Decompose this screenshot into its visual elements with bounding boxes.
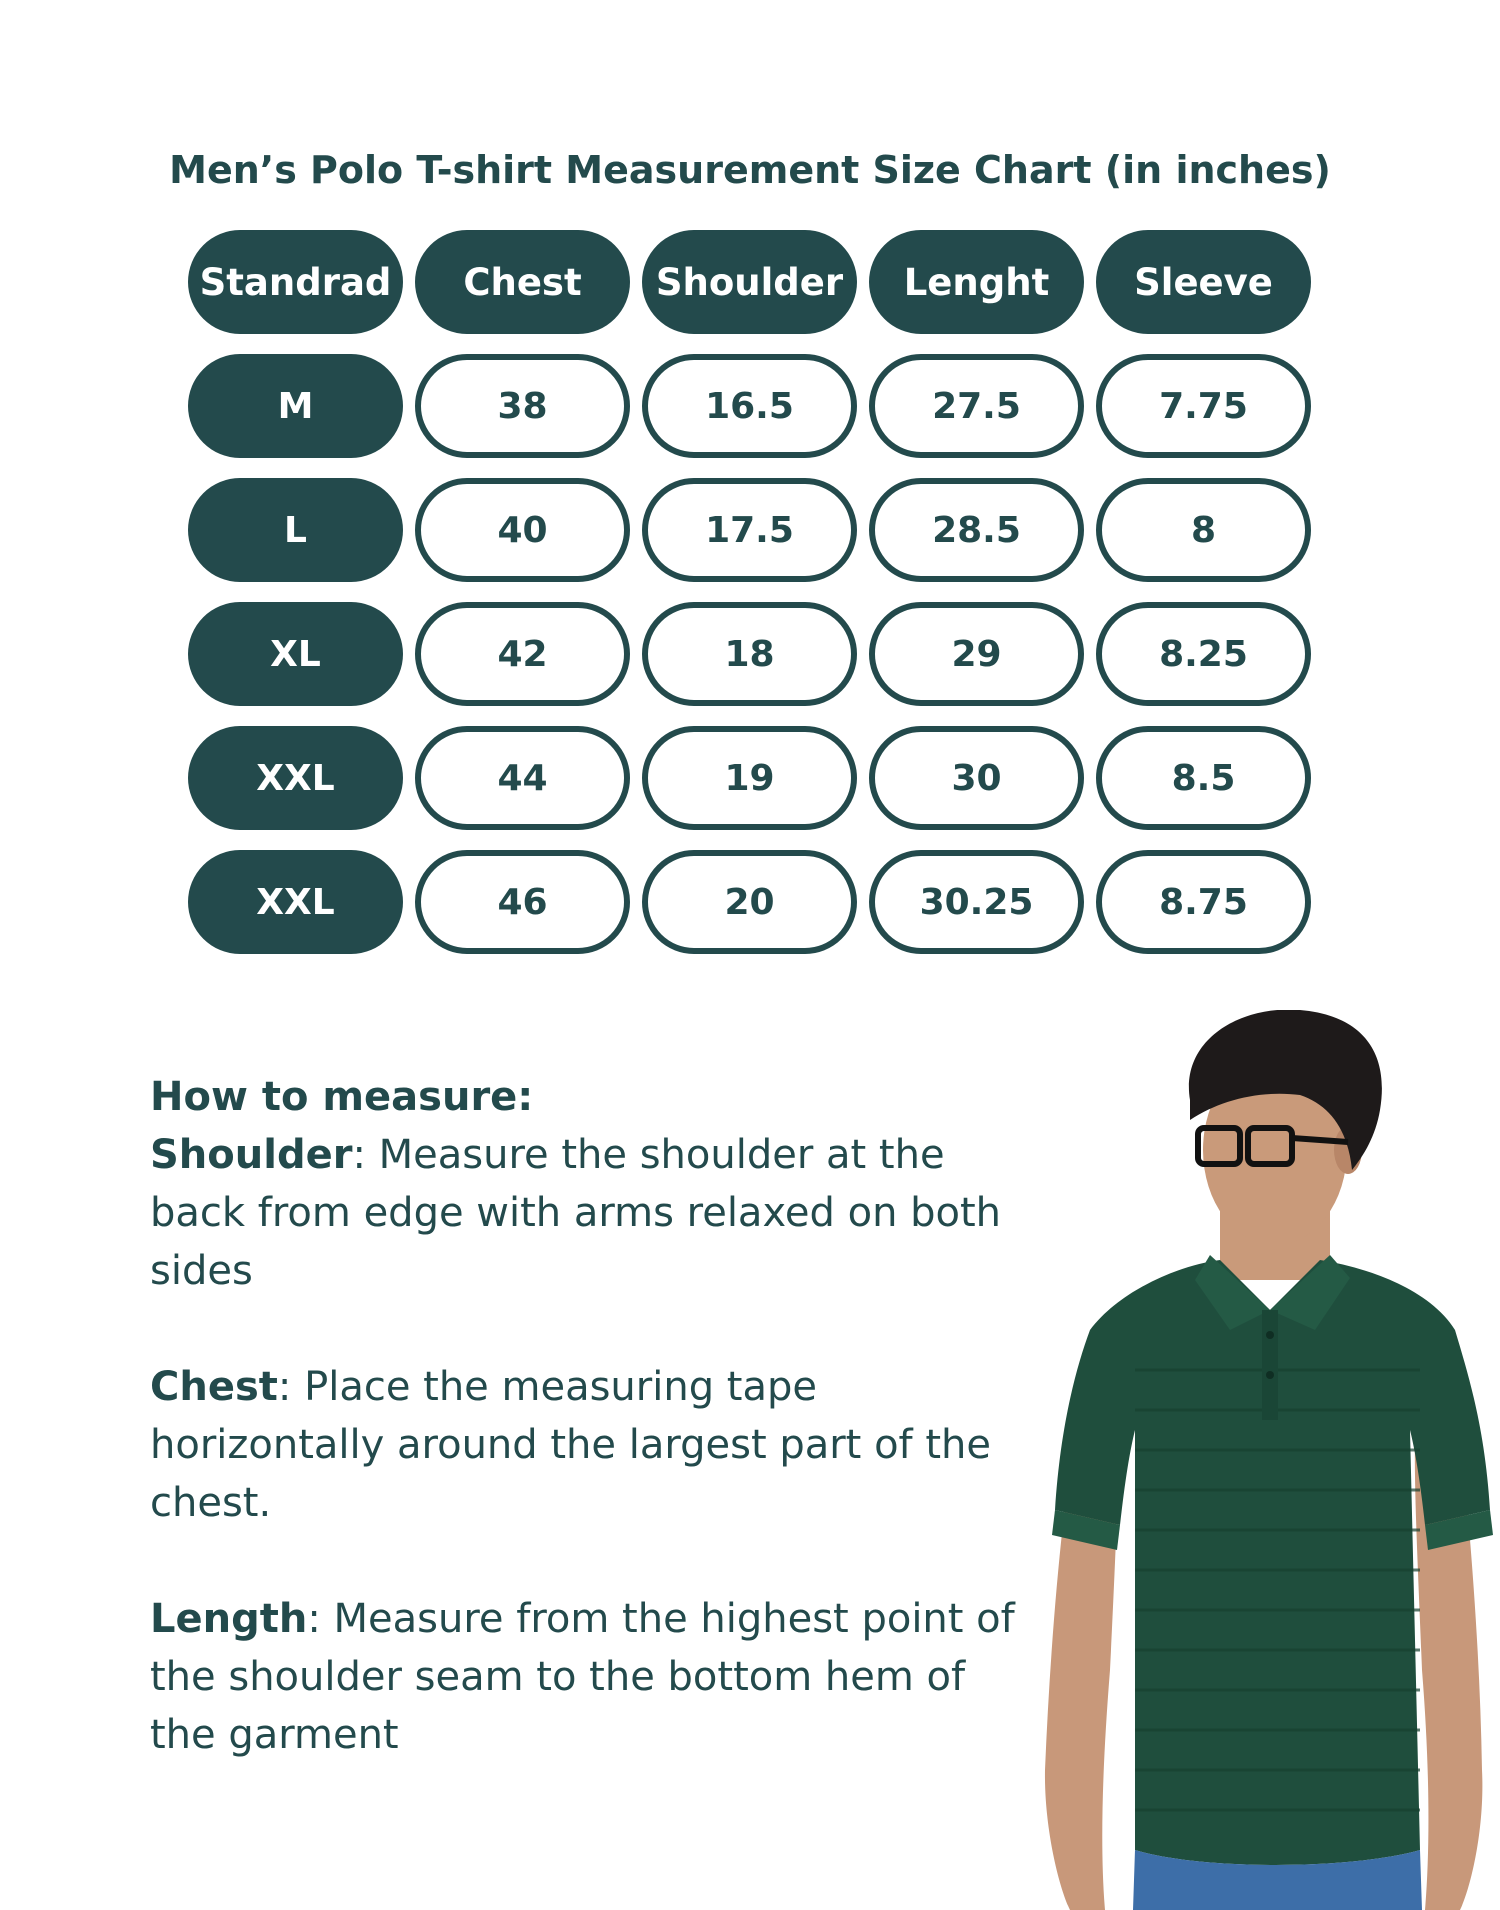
instruction-shoulder: [150, 1126, 1020, 1300]
column-header-shoulder: Shoulder: [642, 230, 857, 334]
sleeve-value: 8.5: [1096, 726, 1311, 830]
size-label: XXL: [188, 850, 403, 954]
size-label: L: [188, 478, 403, 582]
chest-value: 38: [415, 354, 630, 458]
instruction-text: : Place the measuring tape horizontally around the largest part of the chest.: [150, 1364, 991, 1526]
length-value: 30.25: [869, 850, 1084, 954]
column-header-length: Lenght: [869, 230, 1084, 334]
sleeve-value: 8: [1096, 478, 1311, 582]
model-photo: [1030, 1010, 1500, 1910]
size-table: [188, 230, 1311, 954]
instruction-term: Chest: [150, 1364, 278, 1410]
sleeve-value: 7.75: [1096, 354, 1311, 458]
shirt-button: [1266, 1371, 1274, 1379]
column-header-sleeve: Sleeve: [1096, 230, 1311, 334]
shoulder-value: 20: [642, 850, 857, 954]
instruction-text: : Measure from the highest point of the shoulder seam to the bottom hem of the garment: [150, 1596, 1015, 1758]
chest-value: 40: [415, 478, 630, 582]
sleeve-value: 8.25: [1096, 602, 1311, 706]
length-value: 30: [869, 726, 1084, 830]
size-label: M: [188, 354, 403, 458]
size-label: XL: [188, 602, 403, 706]
shoulder-value: 18: [642, 602, 857, 706]
shoulder-value: 17.5: [642, 478, 857, 582]
shoulder-value: 16.5: [642, 354, 857, 458]
instruction-term: Shoulder: [150, 1132, 353, 1178]
column-header-standard: Standrad: [188, 230, 403, 334]
shoulder-value: 19: [642, 726, 857, 830]
chart-title: Men’s Polo T-shirt Measurement Size Chart (in inches): [169, 148, 1331, 192]
length-value: 27.5: [869, 354, 1084, 458]
chest-value: 46: [415, 850, 630, 954]
instruction-term: Length: [150, 1596, 308, 1642]
instruction-chest: [150, 1358, 1020, 1532]
instruction-text: : Measure the shoulder at the back from edge with arms relaxed on both sides: [150, 1132, 1002, 1294]
sleeve-value: 8.75: [1096, 850, 1311, 954]
shirt-button: [1266, 1331, 1274, 1339]
shirt-placket: [1262, 1310, 1278, 1420]
length-value: 28.5: [869, 478, 1084, 582]
column-header-chest: Chest: [415, 230, 630, 334]
length-value: 29: [869, 602, 1084, 706]
instruction-length: [150, 1590, 1020, 1764]
chest-value: 42: [415, 602, 630, 706]
instructions-heading: How to measure:: [150, 1074, 534, 1120]
measure-instructions: [150, 1068, 1020, 1822]
chest-value: 44: [415, 726, 630, 830]
size-label: XXL: [188, 726, 403, 830]
